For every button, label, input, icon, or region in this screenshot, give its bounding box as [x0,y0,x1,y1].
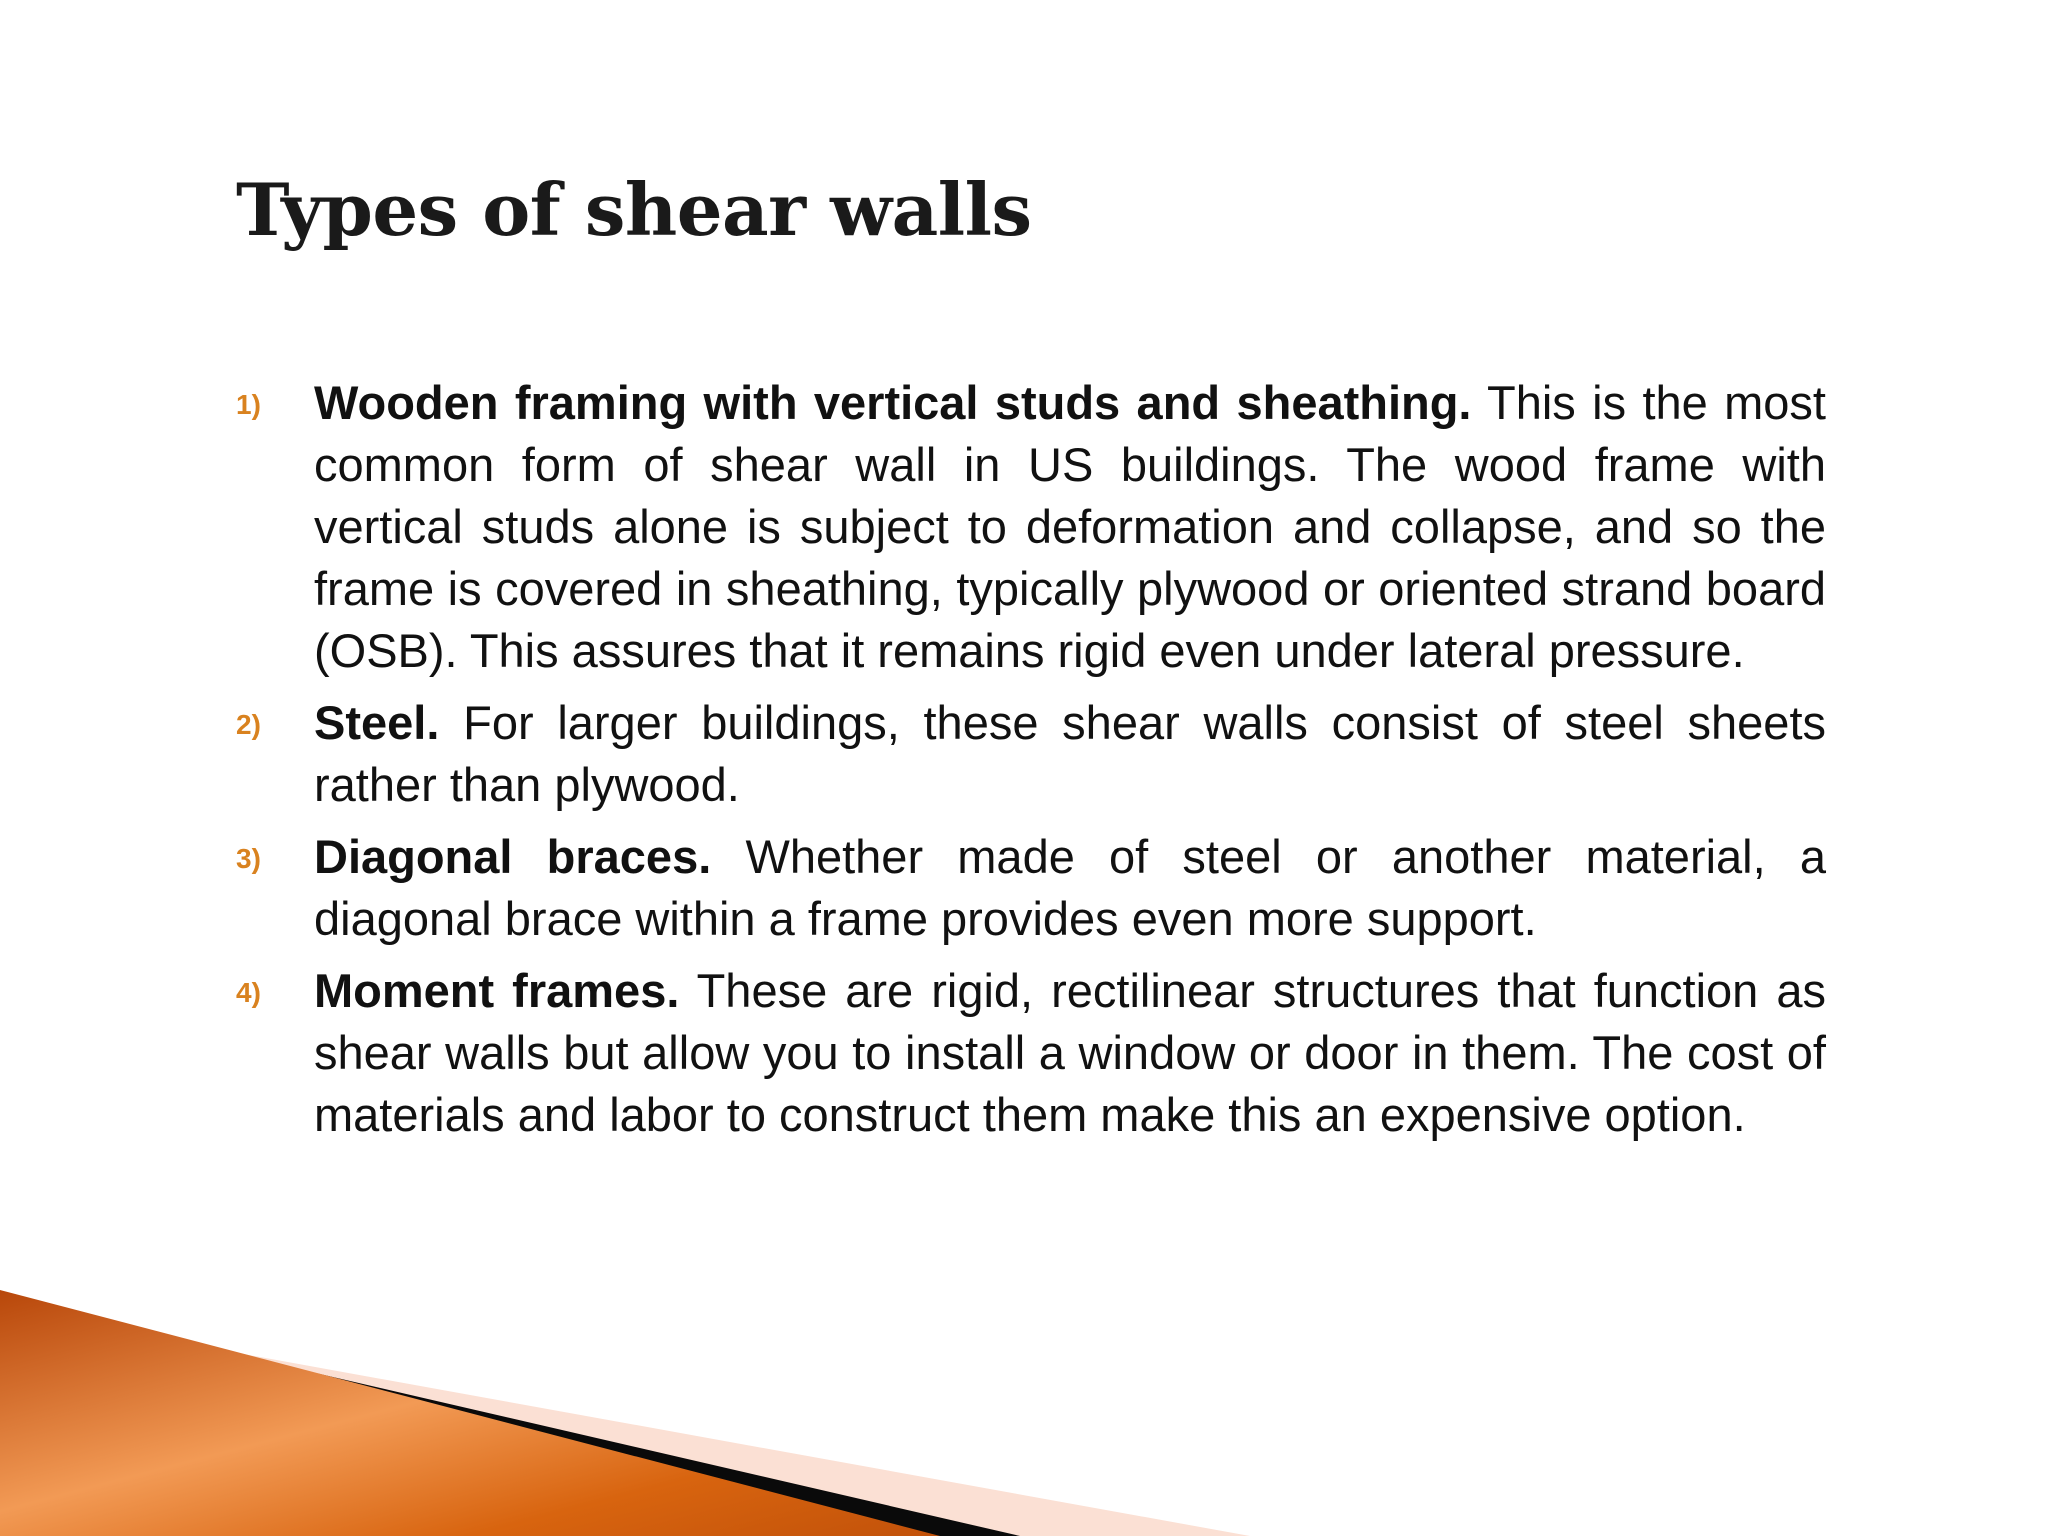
corner-swoosh-decoration [0,1290,2048,1536]
list-item-number: 3) [236,843,261,874]
list-item [236,960,1826,1146]
list-item [236,372,1826,682]
list-item-number: 1) [236,389,261,420]
list-item-body: For larger buildings, these shear walls consist of steel sheets rather than plywood. [314,696,1826,811]
list-item-number: 4) [236,977,261,1008]
list-item [236,826,1826,950]
list-item-body: These are rigid, rectilinear structures that function as shear walls but allow you to install a window or door in them. The cost of materials and labor to construct them make this an expensive option. [314,964,1826,1141]
slide-title: Types of shear walls [236,167,1032,252]
list-item-body: This is the most common form of shear wall in US buildings. The wood frame with vertical studs alone is subject to deformation and collapse, and so the frame is covered in sheathing, typically plywood or oriented strand board (OSB). This assures that it remains rigid even under lateral pressure. [314,376,1826,677]
shear-wall-types-list [236,372,1826,1156]
list-item [236,692,1826,816]
list-item-heading: Steel. [314,696,440,749]
list-item-heading: Diagonal braces. [314,830,712,883]
list-item-body: Whether made of steel or another material, a diagonal brace within a frame provides even more support. [314,830,1827,945]
list-item-number: 2) [236,709,261,740]
list-item-heading: Moment frames. [314,964,680,1017]
list-item-heading: Wooden framing with vertical studs and sheathing. [314,376,1472,429]
